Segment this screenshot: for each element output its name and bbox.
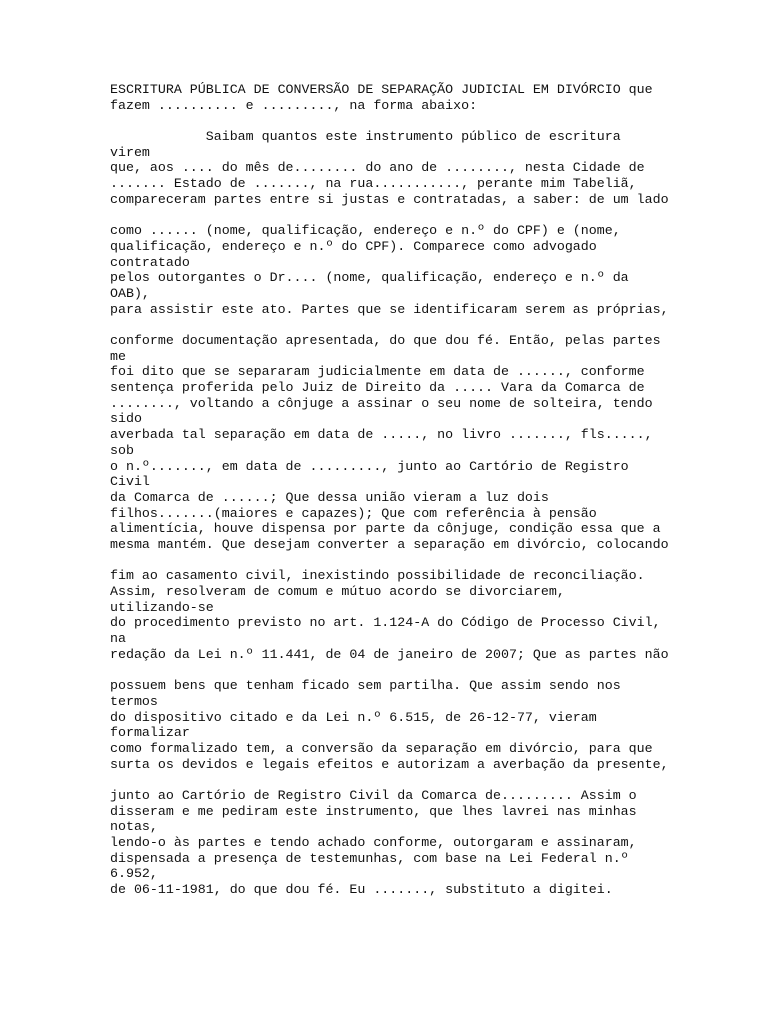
document-line: redação da Lei n.º 11.441, de 04 de janeiro de 2007; Que as partes não [110, 646, 669, 662]
document-line [110, 772, 670, 788]
document-line: 6.952, [110, 866, 158, 882]
document-line: qualificação, endereço e n.º do CPF). Comparece como advogado [110, 238, 597, 254]
document-body [110, 82, 670, 898]
document-line: contratado [110, 254, 190, 270]
document-line: ESCRITURA PÚBLICA DE CONVERSÃO DE SEPARAÇÃO JUDICIAL EM DIVÓRCIO que [110, 82, 653, 97]
document-line: foi dito que se separaram judicialmente em data de ......, conforme [110, 364, 645, 380]
document-line: compareceram partes entre si justas e contratadas, a saber: de um lado [110, 191, 669, 207]
document-line: Assim, resolveram de comum e mútuo acordo se divorciarem, [110, 584, 565, 599]
document-line: mesma mantém. Que desejam converter a separação em divórcio, colocando [110, 536, 669, 552]
document-line: sob [110, 442, 134, 458]
document-line: Saibam quantos este instrumento público de escritura [110, 129, 621, 145]
document-line: lendo-o às partes e tendo achado conforme, outorgaram e assinaram, [110, 835, 637, 850]
document-line: termos [110, 693, 158, 709]
document-line: sentença proferida pelo Juiz de Direito da ..... Vara da Comarca de [110, 380, 645, 396]
document-line: ....... Estado de ......., na rua..........., perante mim Tabeliã, [110, 176, 637, 192]
document-line [110, 553, 670, 569]
document-line: formalizar [110, 725, 190, 741]
document-line: virem [110, 144, 150, 160]
document-line [110, 662, 670, 678]
document-line: dispensada a presença de testemunhas, com base na Lei Federal n.º [110, 850, 629, 866]
document-line: surta os devidos e legais efeitos e autorizam a averbação da presente, [110, 756, 669, 772]
document-line: sido [110, 411, 142, 427]
document-line [110, 113, 670, 129]
document-line: possuem bens que tenham ficado sem partilha. Que assim sendo nos [110, 678, 621, 694]
document-line: o n.º......., em data de ........., junto ao Cartório de Registro [110, 458, 629, 474]
document-line: na [110, 631, 126, 647]
document-line: me [110, 348, 126, 364]
document-line: como ...... (nome, qualificação, endereço e n.º do CPF) e (nome, [110, 223, 621, 239]
document-line: utilizando-se [110, 599, 214, 615]
document-line: disseram e me pediram este instrumento, que lhes lavrei nas minhas [110, 803, 637, 819]
document-line: do dispositivo citado e da Lei n.º 6.515, de 26-12-77, vieram [110, 709, 597, 725]
document-line: averbada tal separação em data de ....., no livro ......., fls....., [110, 427, 653, 443]
document-line: do procedimento previsto no art. 1.124-A do Código de Processo Civil, [110, 615, 661, 631]
document-line: de 06-11-1981, do que dou fé. Eu ......., substituto a digitei. [110, 882, 613, 898]
document-line: filhos.......(maiores e capazes); Que com referência à pensão [110, 505, 597, 521]
document-line: fazem .......... e ........., na forma abaixo: [110, 97, 478, 113]
document-line [110, 208, 670, 224]
document-line: ........, voltando a cônjuge a assinar o seu nome de solteira, tendo [110, 395, 653, 411]
document-line: conforme documentação apresentada, do que dou fé. Então, pelas partes [110, 333, 661, 348]
document-line: pelos outorgantes o Dr.... (nome, qualificação, endereço e n.º da [110, 270, 629, 286]
document-line: Civil [110, 474, 150, 490]
document-line: como formalizado tem, a conversão da separação em divórcio, para que [110, 740, 653, 756]
document-line: que, aos .... do mês de........ do ano de ........, nesta Cidade de [110, 160, 645, 176]
document-line: para assistir este ato. Partes que se identificaram serem as próprias, [110, 301, 669, 317]
document-line: junto ao Cartório de Registro Civil da Comarca de......... Assim o [110, 787, 637, 803]
document-line: OAB), [110, 285, 150, 301]
document-line: fim ao casamento civil, inexistindo possibilidade de reconciliação. [110, 568, 645, 584]
document-line: notas, [110, 819, 158, 835]
document-line: da Comarca de ......; Que dessa união vieram a luz dois [110, 489, 549, 505]
document-line [110, 317, 670, 333]
document-line: alimentícia, houve dispensa por parte da cônjuge, condição essa que a [110, 521, 661, 537]
